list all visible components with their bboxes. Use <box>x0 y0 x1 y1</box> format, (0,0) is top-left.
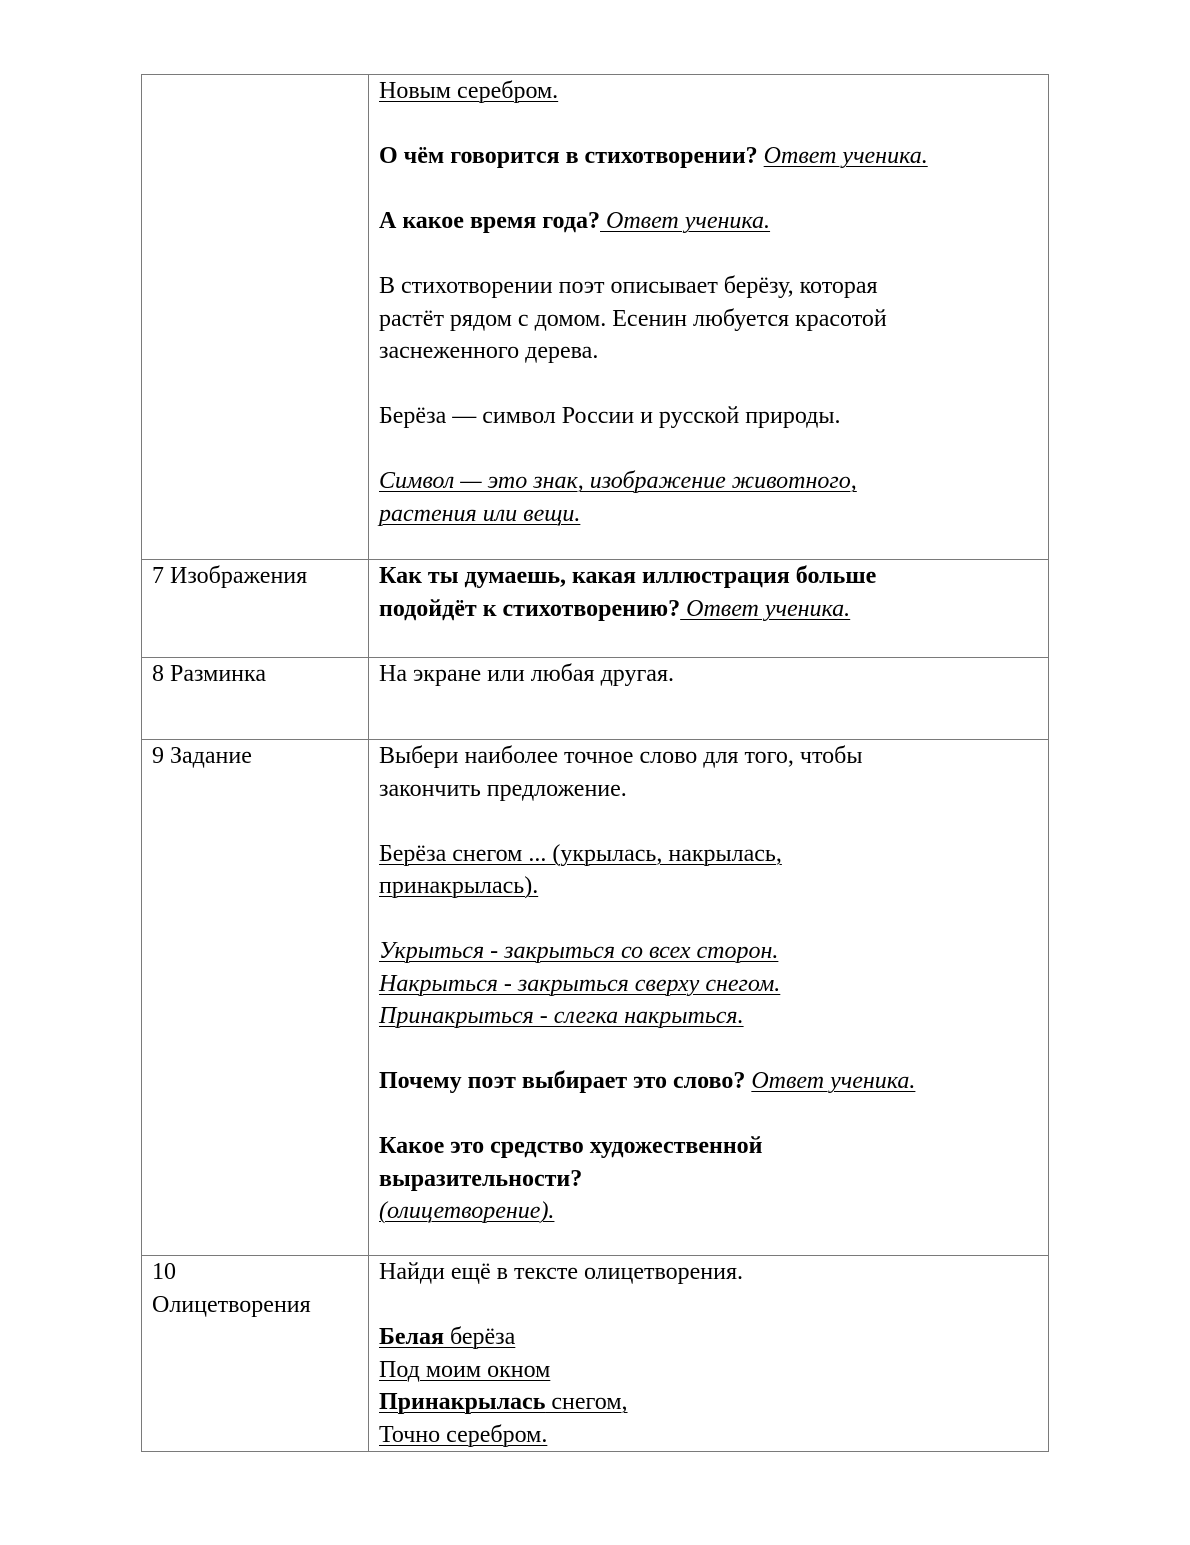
content-cell <box>369 740 1049 1256</box>
content-cell <box>369 75 1049 560</box>
question-line <box>379 593 1038 626</box>
poem-line <box>379 1321 1038 1354</box>
stage-cell: 9 Задание <box>142 740 369 1256</box>
question-text: Почему поэт выбирает это слово? <box>379 1068 746 1094</box>
poem-line: Новым серебром. <box>379 78 559 104</box>
question-text: подойдёт к стихотворению? <box>379 595 681 622</box>
answer-text: Ответ ученика. <box>680 595 851 622</box>
question-line <box>379 205 1038 238</box>
definition-line: Укрыться - закрыться со всех сторон. <box>379 938 779 964</box>
question-text: А какое время года? <box>379 208 601 234</box>
stage-cell: 8 Разминка <box>142 658 369 740</box>
task-line: Выбери наиболее точное слово для того, чтобы <box>379 743 863 769</box>
stage-cell <box>142 75 369 560</box>
table-row-8 <box>142 658 1049 740</box>
table-row-7 <box>142 560 1049 658</box>
task-line: Найди ещё в тексте олицетворения. <box>379 1259 744 1285</box>
definition-line: Накрыться - закрыться сверху снегом. <box>379 970 781 997</box>
paragraph-line: В стихотворении поэт описывает берёзу, которая <box>379 273 878 299</box>
poem-line <box>379 1386 1038 1419</box>
paragraph-line: растёт рядом с домом. Есенин любуется красотой <box>379 305 887 332</box>
question-text: выразительности? <box>379 1165 583 1192</box>
sentence-line: Берёза снегом ... (укрылась, накрылась, <box>379 840 782 867</box>
definition-line: Принакрыться - слегка накрыться. <box>379 1003 744 1029</box>
question-text: Как ты думаешь, какая иллюстрация больше <box>379 563 877 589</box>
content-cell: На экране или любая другая. <box>369 658 1049 740</box>
paragraph-line: заснеженного дерева. <box>379 338 599 364</box>
stage-cell: 7 Изображения <box>142 560 369 658</box>
table-row-continuation <box>142 75 1049 560</box>
question-line <box>379 140 1038 173</box>
highlight-word: Белая <box>379 1324 444 1350</box>
question-text: Какое это средство художественной <box>379 1133 763 1159</box>
table-row-10 <box>142 1256 1049 1452</box>
lesson-table <box>141 74 1049 1452</box>
poem-text: снегом, <box>545 1389 628 1415</box>
stage-label: 10 <box>152 1259 176 1285</box>
content-cell <box>369 560 1049 658</box>
stage-cell <box>142 1256 369 1452</box>
paragraph-line: Берёза — символ России и русской природы. <box>379 403 841 429</box>
sentence-line: принакрылась). <box>379 873 539 899</box>
poem-line: Точно серебром. <box>379 1421 548 1448</box>
answer-text: Ответ ученика. <box>763 143 928 169</box>
answer-text: (олицетворение). <box>379 1198 555 1224</box>
task-line: закончить предложение. <box>379 775 627 802</box>
table-row-9 <box>142 740 1049 1256</box>
definition-line: Символ — это знак, изображение животного, <box>379 468 857 494</box>
highlight-word: Принакрылась <box>379 1389 546 1415</box>
question-line <box>379 1065 1038 1098</box>
answer-text: Ответ ученика. <box>600 208 771 234</box>
definition-line: растения или вещи. <box>379 500 581 527</box>
stage-label: Олицетворения <box>152 1291 311 1318</box>
answer-text: Ответ ученика. <box>751 1068 916 1094</box>
poem-text: берёза <box>443 1324 516 1350</box>
content-cell <box>369 1256 1049 1452</box>
poem-line: Под моим окном <box>379 1356 551 1383</box>
question-text: О чём говорится в стихотворении? <box>379 143 758 169</box>
